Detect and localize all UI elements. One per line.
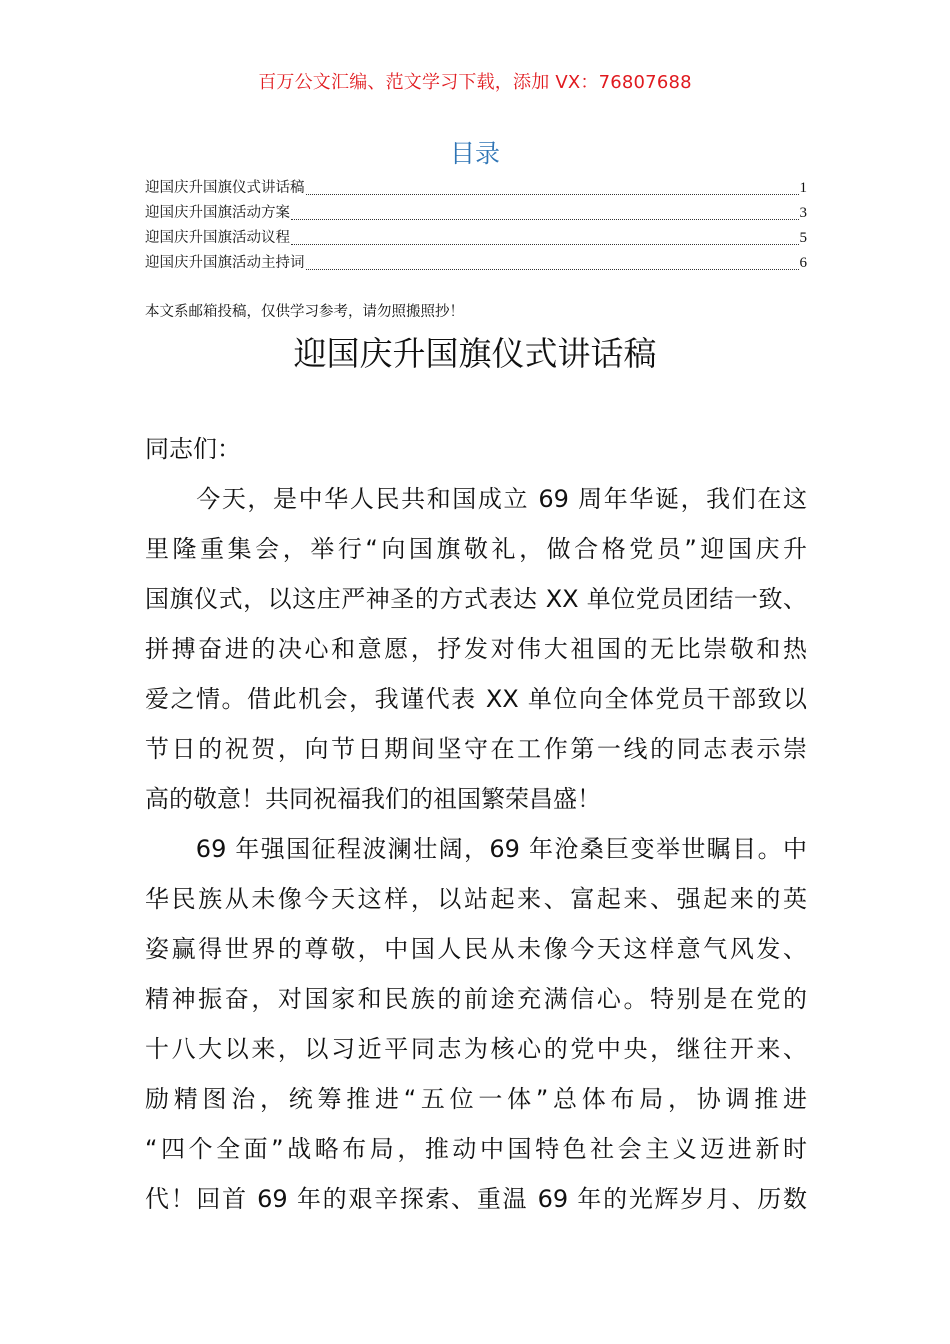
table-of-contents [145, 176, 807, 276]
body-line: 精神振奋，对国家和民族的前途充满信心。特别是在党的 [145, 985, 807, 1013]
body-line: 华民族从未像今天这样，以站起来、富起来、强起来的英 [145, 885, 807, 913]
toc-leader-dots [291, 219, 799, 220]
toc-title: 目录 [449, 139, 500, 168]
body-line: 励精图治，统筹推进“五位一体”总体布局，协调推进 [145, 1085, 807, 1113]
body-line: 国旗仪式，以这庄严神圣的方式表达 XX 单位党员团结一致、 [145, 585, 807, 613]
toc-item-label: 迎国庆升国旗仪式讲话稿 [145, 180, 305, 196]
document-title: 迎国庆升国旗仪式讲话稿 [293, 334, 657, 373]
body-line: 里隆重集会，举行“向国旗敬礼，做合格党员”迎国庆升 [145, 535, 807, 563]
body-line: 高的敬意！共同祝福我们的祖国繁荣昌盛！ [145, 785, 601, 813]
body-line: 69 年强国征程波澜壮阔，69 年沧桑巨变举世瞩目。中 [145, 835, 807, 863]
body-line: 代！回首 69 年的艰辛探索、重温 69 年的光辉岁月、历数 [145, 1185, 807, 1213]
body-line: 今天，是中华人民共和国成立 69 周年华诞，我们在这 [145, 485, 807, 513]
body-line: 姿赢得世界的尊敬，中国人民从未像今天这样意气风发、 [145, 935, 807, 963]
body-line: 爱之情。借此机会，我谨代表 XX 单位向全体党员干部致以 [145, 685, 807, 713]
promo-header: 百万公文汇编、范文学习下载，添加 VX：76807688 [258, 72, 692, 93]
toc-item-page: 6 [799, 255, 807, 271]
toc-item[interactable] [145, 251, 807, 276]
toc-item-page: 3 [799, 205, 807, 221]
toc-item-label: 迎国庆升国旗活动方案 [145, 205, 290, 221]
toc-item-page: 5 [799, 230, 807, 246]
toc-item-page: 1 [799, 180, 807, 196]
toc-leader-dots [306, 194, 799, 195]
disclaimer-notice: 本文系邮箱投稿，仅供学习参考，请勿照搬照抄！ [145, 304, 464, 320]
body-line: “四个全面”战略布局，推动中国特色社会主义迈进新时 [145, 1135, 807, 1163]
body-line: 节日的祝贺，向节日期间坚守在工作第一线的同志表示崇 [145, 735, 807, 763]
salutation: 同志们： [145, 435, 241, 463]
toc-item-label: 迎国庆升国旗活动议程 [145, 230, 290, 246]
document-body [145, 424, 807, 1224]
toc-item[interactable] [145, 201, 807, 226]
toc-leader-dots [291, 244, 799, 245]
toc-leader-dots [306, 269, 799, 270]
body-line: 十八大以来，以习近平同志为核心的党中央，继往开来、 [145, 1035, 807, 1063]
toc-item[interactable] [145, 226, 807, 251]
body-line: 拼搏奋进的决心和意愿，抒发对伟大祖国的无比崇敬和热 [145, 635, 807, 663]
toc-item-label: 迎国庆升国旗活动主持词 [145, 255, 305, 271]
toc-item[interactable] [145, 176, 807, 201]
